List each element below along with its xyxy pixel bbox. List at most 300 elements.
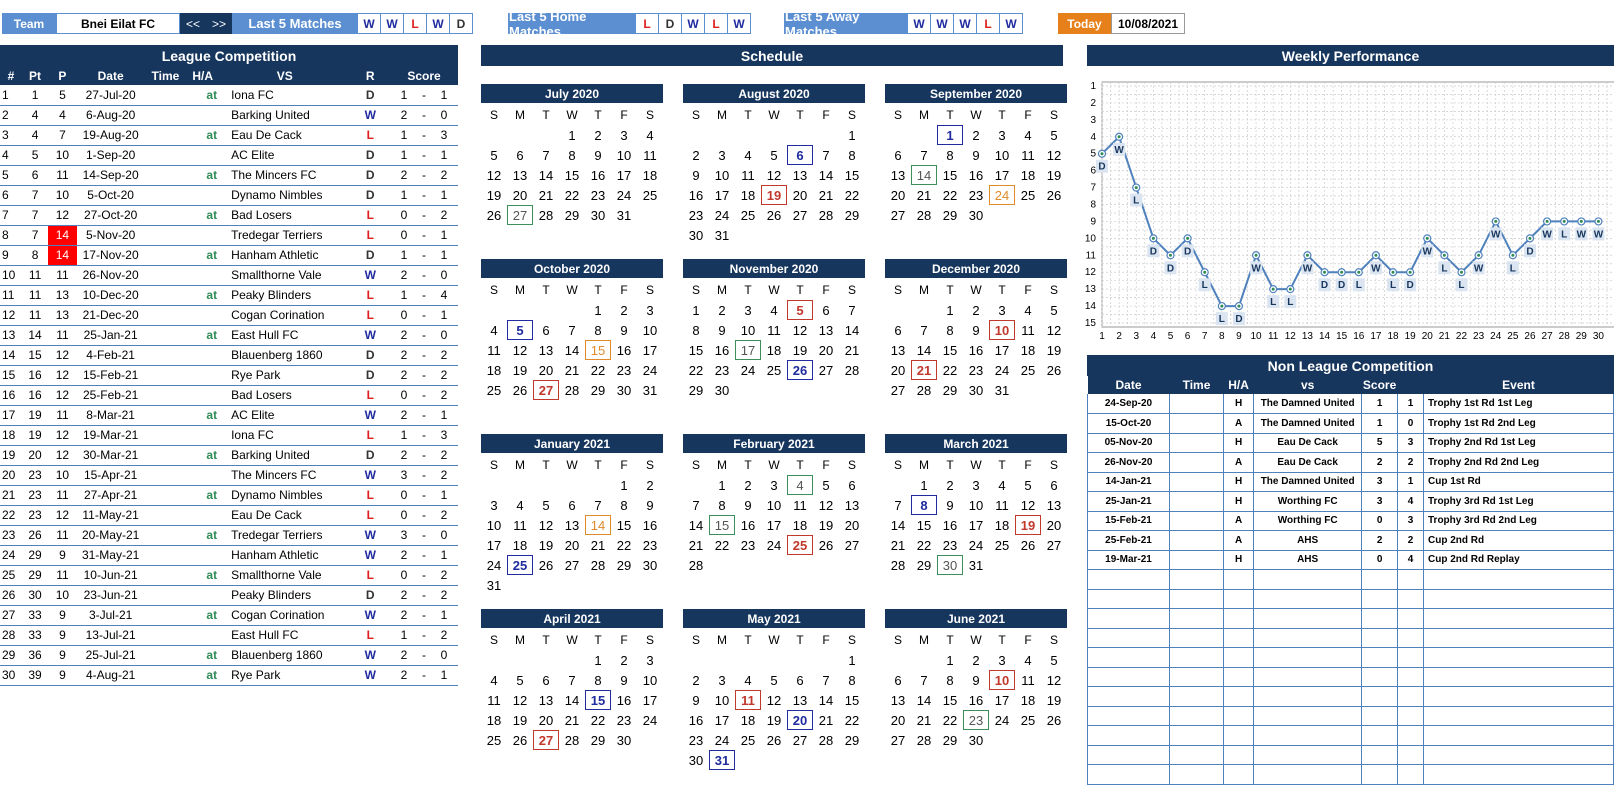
calendar-day[interactable]: 18 bbox=[792, 517, 808, 533]
calendar-day[interactable]: 11 bbox=[767, 322, 781, 338]
calendar-day[interactable]: 29 bbox=[942, 382, 958, 398]
calendar-day[interactable]: 17 bbox=[968, 517, 984, 533]
calendar-day[interactable]: 21 bbox=[538, 187, 554, 203]
calendar-day[interactable]: 13 bbox=[890, 692, 906, 708]
calendar-day[interactable]: 12 bbox=[766, 167, 782, 183]
calendar-day[interactable]: 4 bbox=[744, 147, 752, 163]
calendar-day[interactable]: 24 bbox=[616, 187, 632, 203]
calendar-day[interactable]: 25 bbox=[994, 537, 1010, 553]
calendar-day[interactable]: 17 bbox=[642, 692, 658, 708]
calendar-day[interactable]: 3 bbox=[998, 302, 1006, 318]
calendar-day[interactable]: 1 bbox=[946, 652, 954, 668]
calendar-day[interactable]: 2 bbox=[594, 127, 602, 143]
calendar-day[interactable]: 12 bbox=[1046, 672, 1062, 688]
calendar-day[interactable]: 8 bbox=[594, 672, 602, 688]
calendar-day[interactable]: 26 bbox=[1046, 712, 1062, 728]
calendar-day[interactable]: 8 bbox=[692, 322, 700, 338]
calendar-day[interactable]: 18 bbox=[642, 167, 658, 183]
calendar-day-match[interactable]: 15 bbox=[585, 690, 611, 710]
calendar-day[interactable]: 1 bbox=[848, 127, 856, 143]
calendar-day[interactable]: 27 bbox=[1046, 537, 1062, 553]
calendar-day[interactable]: 13 bbox=[792, 167, 808, 183]
calendar-day[interactable]: 8 bbox=[594, 322, 602, 338]
calendar-day[interactable]: 22 bbox=[916, 537, 932, 553]
calendar-day[interactable]: 27 bbox=[890, 732, 906, 748]
calendar-day[interactable]: 7 bbox=[542, 147, 550, 163]
calendar-day[interactable]: 15 bbox=[844, 692, 860, 708]
calendar-day[interactable]: 13 bbox=[538, 342, 554, 358]
calendar-day[interactable]: 24 bbox=[994, 362, 1010, 378]
calendar-day[interactable]: 18 bbox=[486, 362, 502, 378]
calendar-day[interactable]: 23 bbox=[968, 187, 984, 203]
calendar-day[interactable]: 28 bbox=[688, 557, 704, 573]
calendar-day[interactable]: 4 bbox=[770, 302, 778, 318]
calendar-day[interactable]: 31 bbox=[642, 382, 658, 398]
calendar-day[interactable]: 12 bbox=[792, 322, 808, 338]
calendar-day-match[interactable]: 8 bbox=[911, 495, 937, 515]
calendar-day[interactable]: 1 bbox=[848, 652, 856, 668]
calendar-day[interactable]: 10 bbox=[740, 322, 756, 338]
calendar-day[interactable]: 10 bbox=[766, 497, 782, 513]
calendar-day[interactable]: 7 bbox=[920, 672, 928, 688]
calendar-day-match[interactable]: 24 bbox=[989, 185, 1015, 205]
calendar-day[interactable]: 30 bbox=[590, 207, 606, 223]
calendar-day[interactable]: 15 bbox=[916, 517, 932, 533]
calendar-day[interactable]: 30 bbox=[968, 207, 984, 223]
calendar-day[interactable]: 21 bbox=[590, 537, 606, 553]
calendar-day[interactable]: 5 bbox=[1050, 127, 1058, 143]
calendar-day[interactable]: 21 bbox=[688, 537, 704, 553]
calendar-day[interactable]: 26 bbox=[486, 207, 502, 223]
calendar-day[interactable]: 15 bbox=[616, 517, 632, 533]
calendar-day[interactable]: 30 bbox=[642, 557, 658, 573]
calendar-day[interactable]: 13 bbox=[1046, 497, 1062, 513]
calendar-day[interactable]: 10 bbox=[994, 147, 1010, 163]
calendar-day[interactable]: 2 bbox=[692, 147, 700, 163]
calendar-day[interactable]: 14 bbox=[818, 692, 834, 708]
calendar-day[interactable]: 28 bbox=[916, 732, 932, 748]
calendar-day[interactable]: 7 bbox=[692, 497, 700, 513]
prev-team-button[interactable]: << bbox=[180, 13, 206, 34]
calendar-day[interactable]: 16 bbox=[590, 167, 606, 183]
calendar-day[interactable]: 31 bbox=[994, 382, 1010, 398]
calendar-day[interactable]: 24 bbox=[740, 362, 756, 378]
calendar-day[interactable]: 26 bbox=[1020, 537, 1036, 553]
calendar-day[interactable]: 16 bbox=[688, 712, 704, 728]
calendar-day[interactable]: 30 bbox=[968, 382, 984, 398]
calendar-day[interactable]: 11 bbox=[1021, 322, 1035, 338]
calendar-day[interactable]: 15 bbox=[942, 167, 958, 183]
calendar-day[interactable]: 28 bbox=[916, 382, 932, 398]
calendar-day[interactable]: 26 bbox=[512, 382, 528, 398]
calendar-day[interactable]: 16 bbox=[616, 342, 632, 358]
calendar-day[interactable]: 29 bbox=[942, 207, 958, 223]
calendar-day[interactable]: 20 bbox=[538, 712, 554, 728]
calendar-day[interactable]: 3 bbox=[718, 672, 726, 688]
calendar-day[interactable]: 11 bbox=[643, 147, 657, 163]
calendar-day[interactable]: 22 bbox=[844, 712, 860, 728]
calendar-day[interactable]: 8 bbox=[946, 672, 954, 688]
calendar-day[interactable]: 10 bbox=[642, 672, 658, 688]
calendar-day[interactable]: 24 bbox=[994, 712, 1010, 728]
calendar-day[interactable]: 28 bbox=[590, 557, 606, 573]
calendar-day[interactable]: 3 bbox=[646, 652, 654, 668]
calendar-day[interactable]: 19 bbox=[512, 362, 528, 378]
calendar-day-match[interactable]: 14 bbox=[585, 515, 611, 535]
calendar-day[interactable]: 19 bbox=[792, 342, 808, 358]
calendar-day[interactable]: 4 bbox=[516, 497, 524, 513]
calendar-day[interactable]: 30 bbox=[688, 227, 704, 243]
calendar-day[interactable]: 14 bbox=[916, 692, 932, 708]
calendar-day[interactable]: 16 bbox=[642, 517, 658, 533]
calendar-day[interactable]: 13 bbox=[890, 167, 906, 183]
calendar-day[interactable]: 20 bbox=[890, 362, 906, 378]
calendar-day[interactable]: 30 bbox=[616, 382, 632, 398]
calendar-day-match[interactable]: 1 bbox=[937, 125, 963, 145]
calendar-day[interactable]: 18 bbox=[740, 712, 756, 728]
calendar-day[interactable]: 22 bbox=[590, 712, 606, 728]
calendar-day[interactable]: 5 bbox=[516, 672, 524, 688]
calendar-day[interactable]: 26 bbox=[766, 732, 782, 748]
calendar-day[interactable]: 17 bbox=[714, 712, 730, 728]
calendar-day[interactable]: 2 bbox=[946, 477, 954, 493]
calendar-day-match[interactable]: 10 bbox=[989, 320, 1015, 340]
calendar-day[interactable]: 21 bbox=[844, 342, 860, 358]
calendar-day[interactable]: 27 bbox=[792, 732, 808, 748]
calendar-day[interactable]: 6 bbox=[796, 672, 804, 688]
calendar-day[interactable]: 7 bbox=[568, 322, 576, 338]
calendar-day-match[interactable]: 27 bbox=[507, 205, 533, 225]
calendar-day[interactable]: 29 bbox=[616, 557, 632, 573]
calendar-day[interactable]: 12 bbox=[512, 692, 528, 708]
calendar-day[interactable]: 2 bbox=[718, 302, 726, 318]
calendar-day[interactable]: 28 bbox=[916, 207, 932, 223]
calendar-day[interactable]: 12 bbox=[818, 497, 834, 513]
calendar-day[interactable]: 6 bbox=[542, 672, 550, 688]
calendar-day-match[interactable]: 5 bbox=[787, 300, 813, 320]
calendar-day[interactable]: 5 bbox=[770, 147, 778, 163]
calendar-day[interactable]: 5 bbox=[822, 477, 830, 493]
calendar-day[interactable]: 13 bbox=[538, 692, 554, 708]
calendar-day[interactable]: 5 bbox=[1024, 477, 1032, 493]
team-select[interactable]: Bnei Eilat FC bbox=[56, 13, 180, 34]
calendar-day[interactable]: 17 bbox=[766, 517, 782, 533]
calendar-day-match[interactable]: 17 bbox=[735, 340, 761, 360]
calendar-day[interactable]: 29 bbox=[942, 732, 958, 748]
calendar-day[interactable]: 2 bbox=[646, 477, 654, 493]
calendar-day[interactable]: 28 bbox=[890, 557, 906, 573]
calendar-day-match[interactable]: 5 bbox=[507, 320, 533, 340]
calendar-day[interactable]: 20 bbox=[792, 187, 808, 203]
calendar-day[interactable]: 26 bbox=[538, 557, 554, 573]
calendar-day[interactable]: 23 bbox=[616, 712, 632, 728]
calendar-day[interactable]: 23 bbox=[616, 362, 632, 378]
calendar-day[interactable]: 3 bbox=[620, 127, 628, 143]
calendar-day[interactable]: 29 bbox=[590, 382, 606, 398]
calendar-day-match[interactable]: 15 bbox=[585, 340, 611, 360]
calendar-day[interactable]: 9 bbox=[946, 497, 954, 513]
calendar-day[interactable]: 15 bbox=[688, 342, 704, 358]
calendar-day[interactable]: 14 bbox=[916, 342, 932, 358]
calendar-day[interactable]: 4 bbox=[998, 477, 1006, 493]
calendar-day[interactable]: 29 bbox=[688, 382, 704, 398]
calendar-day[interactable]: 3 bbox=[490, 497, 498, 513]
calendar-day[interactable]: 21 bbox=[818, 712, 834, 728]
calendar-day[interactable]: 31 bbox=[714, 227, 730, 243]
calendar-day[interactable]: 23 bbox=[968, 362, 984, 378]
calendar-day[interactable]: 27 bbox=[792, 207, 808, 223]
calendar-day[interactable]: 19 bbox=[486, 187, 502, 203]
calendar-day[interactable]: 28 bbox=[564, 382, 580, 398]
calendar-day[interactable]: 24 bbox=[642, 362, 658, 378]
calendar-day[interactable]: 10 bbox=[486, 517, 502, 533]
calendar-day[interactable]: 19 bbox=[512, 712, 528, 728]
calendar-day[interactable]: 6 bbox=[848, 477, 856, 493]
calendar-day[interactable]: 2 bbox=[620, 652, 628, 668]
calendar-day[interactable]: 2 bbox=[972, 302, 980, 318]
calendar-day[interactable]: 23 bbox=[740, 537, 756, 553]
calendar-day-match[interactable]: 23 bbox=[963, 710, 989, 730]
calendar-day[interactable]: 16 bbox=[714, 342, 730, 358]
calendar-day[interactable]: 10 bbox=[968, 497, 984, 513]
calendar-day[interactable]: 4 bbox=[1024, 652, 1032, 668]
calendar-day[interactable]: 22 bbox=[688, 362, 704, 378]
calendar-day[interactable]: 20 bbox=[818, 342, 834, 358]
calendar-day[interactable]: 20 bbox=[538, 362, 554, 378]
calendar-day[interactable]: 4 bbox=[646, 127, 654, 143]
calendar-day[interactable]: 27 bbox=[844, 537, 860, 553]
calendar-day[interactable]: 22 bbox=[844, 187, 860, 203]
calendar-day[interactable]: 10 bbox=[714, 692, 730, 708]
calendar-day[interactable]: 27 bbox=[890, 207, 906, 223]
calendar-day[interactable]: 10 bbox=[714, 167, 730, 183]
calendar-day[interactable]: 11 bbox=[487, 342, 501, 358]
calendar-day[interactable]: 5 bbox=[490, 147, 498, 163]
calendar-day[interactable]: 20 bbox=[564, 537, 580, 553]
calendar-day[interactable]: 28 bbox=[818, 732, 834, 748]
calendar-day-match[interactable]: 30 bbox=[937, 555, 963, 575]
calendar-day[interactable]: 25 bbox=[740, 207, 756, 223]
calendar-day-match[interactable]: 20 bbox=[787, 710, 813, 730]
calendar-day[interactable]: 26 bbox=[1046, 362, 1062, 378]
calendar-day[interactable]: 13 bbox=[512, 167, 528, 183]
calendar-day[interactable]: 16 bbox=[968, 167, 984, 183]
calendar-day[interactable]: 30 bbox=[968, 732, 984, 748]
calendar-day[interactable]: 25 bbox=[1020, 362, 1036, 378]
calendar-day[interactable]: 29 bbox=[844, 207, 860, 223]
calendar-day[interactable]: 16 bbox=[968, 692, 984, 708]
calendar-day[interactable]: 1 bbox=[920, 477, 928, 493]
calendar-day[interactable]: 14 bbox=[538, 167, 554, 183]
calendar-day[interactable]: 13 bbox=[818, 322, 834, 338]
calendar-day[interactable]: 7 bbox=[920, 322, 928, 338]
calendar-day-match[interactable]: 11 bbox=[735, 690, 761, 710]
calendar-day[interactable]: 1 bbox=[594, 302, 602, 318]
calendar-day[interactable]: 25 bbox=[1020, 712, 1036, 728]
calendar-day[interactable]: 11 bbox=[513, 517, 527, 533]
calendar-day[interactable]: 28 bbox=[538, 207, 554, 223]
calendar-day[interactable]: 12 bbox=[1020, 497, 1036, 513]
calendar-day[interactable]: 2 bbox=[620, 302, 628, 318]
calendar-day-match[interactable]: 15 bbox=[709, 515, 735, 535]
calendar-day[interactable]: 20 bbox=[844, 517, 860, 533]
calendar-day[interactable]: 2 bbox=[744, 477, 752, 493]
calendar-day[interactable]: 14 bbox=[688, 517, 704, 533]
calendar-day[interactable]: 13 bbox=[890, 342, 906, 358]
calendar-day[interactable]: 22 bbox=[942, 187, 958, 203]
calendar-day[interactable]: 3 bbox=[744, 302, 752, 318]
calendar-day[interactable]: 4 bbox=[744, 672, 752, 688]
calendar-day[interactable]: 7 bbox=[894, 497, 902, 513]
calendar-day[interactable]: 12 bbox=[512, 342, 528, 358]
calendar-day[interactable]: 3 bbox=[998, 127, 1006, 143]
calendar-day[interactable]: 25 bbox=[1020, 187, 1036, 203]
calendar-day[interactable]: 13 bbox=[844, 497, 860, 513]
calendar-day[interactable]: 9 bbox=[972, 322, 980, 338]
calendar-day[interactable]: 10 bbox=[616, 147, 632, 163]
calendar-day[interactable]: 25 bbox=[740, 732, 756, 748]
calendar-day[interactable]: 15 bbox=[844, 167, 860, 183]
calendar-day[interactable]: 8 bbox=[848, 147, 856, 163]
calendar-day[interactable]: 22 bbox=[616, 537, 632, 553]
calendar-day[interactable]: 8 bbox=[620, 497, 628, 513]
calendar-day[interactable]: 7 bbox=[848, 302, 856, 318]
calendar-day[interactable]: 24 bbox=[766, 537, 782, 553]
calendar-day[interactable]: 1 bbox=[946, 302, 954, 318]
calendar-day[interactable]: 9 bbox=[620, 672, 628, 688]
calendar-day-match[interactable]: 27 bbox=[533, 730, 559, 750]
calendar-day[interactable]: 11 bbox=[1021, 672, 1035, 688]
calendar-day[interactable]: 17 bbox=[994, 342, 1010, 358]
calendar-day[interactable]: 8 bbox=[946, 322, 954, 338]
calendar-day[interactable]: 29 bbox=[916, 557, 932, 573]
calendar-day[interactable]: 17 bbox=[714, 187, 730, 203]
calendar-day[interactable]: 18 bbox=[1020, 167, 1036, 183]
calendar-day[interactable]: 21 bbox=[890, 537, 906, 553]
calendar-day[interactable]: 18 bbox=[486, 712, 502, 728]
calendar-day[interactable]: 4 bbox=[1024, 302, 1032, 318]
calendar-day[interactable]: 15 bbox=[942, 692, 958, 708]
calendar-day[interactable]: 11 bbox=[487, 692, 501, 708]
calendar-day[interactable]: 14 bbox=[564, 692, 580, 708]
calendar-day[interactable]: 19 bbox=[1046, 167, 1062, 183]
calendar-day[interactable]: 4 bbox=[1024, 127, 1032, 143]
calendar-day[interactable]: 2 bbox=[972, 127, 980, 143]
calendar-day[interactable]: 1 bbox=[594, 652, 602, 668]
calendar-day[interactable]: 24 bbox=[642, 712, 658, 728]
calendar-day[interactable]: 28 bbox=[564, 732, 580, 748]
calendar-day[interactable]: 31 bbox=[968, 557, 984, 573]
calendar-day[interactable]: 9 bbox=[972, 672, 980, 688]
calendar-day[interactable]: 9 bbox=[692, 692, 700, 708]
calendar-day[interactable]: 12 bbox=[486, 167, 502, 183]
calendar-day-match[interactable]: 31 bbox=[709, 750, 735, 770]
calendar-day[interactable]: 6 bbox=[894, 322, 902, 338]
calendar-day[interactable]: 21 bbox=[564, 362, 580, 378]
calendar-day[interactable]: 26 bbox=[1046, 187, 1062, 203]
calendar-day[interactable]: 3 bbox=[770, 477, 778, 493]
calendar-day[interactable]: 14 bbox=[818, 167, 834, 183]
calendar-day[interactable]: 28 bbox=[844, 362, 860, 378]
calendar-day-match[interactable]: 14 bbox=[911, 165, 937, 185]
calendar-day[interactable]: 7 bbox=[594, 497, 602, 513]
calendar-day[interactable]: 4 bbox=[490, 322, 498, 338]
calendar-day[interactable]: 21 bbox=[818, 187, 834, 203]
calendar-day[interactable]: 23 bbox=[942, 537, 958, 553]
calendar-day[interactable]: 6 bbox=[568, 497, 576, 513]
calendar-day[interactable]: 17 bbox=[994, 167, 1010, 183]
calendar-day[interactable]: 22 bbox=[942, 362, 958, 378]
calendar-day[interactable]: 25 bbox=[486, 732, 502, 748]
calendar-day[interactable]: 15 bbox=[942, 342, 958, 358]
calendar-day[interactable]: 5 bbox=[542, 497, 550, 513]
calendar-day[interactable]: 19 bbox=[538, 537, 554, 553]
calendar-day[interactable]: 18 bbox=[1020, 342, 1036, 358]
calendar-day[interactable]: 25 bbox=[642, 187, 658, 203]
calendar-day[interactable]: 11 bbox=[741, 167, 755, 183]
calendar-day[interactable]: 5 bbox=[1050, 652, 1058, 668]
calendar-day[interactable]: 23 bbox=[714, 362, 730, 378]
calendar-day[interactable]: 11 bbox=[793, 497, 807, 513]
calendar-day[interactable]: 16 bbox=[688, 187, 704, 203]
calendar-day[interactable]: 9 bbox=[620, 322, 628, 338]
calendar-day[interactable]: 31 bbox=[486, 577, 502, 593]
calendar-day[interactable]: 4 bbox=[490, 672, 498, 688]
calendar-day[interactable]: 24 bbox=[486, 557, 502, 573]
calendar-day[interactable]: 7 bbox=[822, 147, 830, 163]
calendar-day[interactable]: 20 bbox=[890, 187, 906, 203]
calendar-day-match[interactable]: 10 bbox=[989, 670, 1015, 690]
calendar-day[interactable]: 14 bbox=[564, 342, 580, 358]
calendar-day[interactable]: 6 bbox=[894, 147, 902, 163]
calendar-day-match[interactable]: 25 bbox=[507, 555, 533, 575]
calendar-day[interactable]: 12 bbox=[766, 692, 782, 708]
calendar-day[interactable]: 9 bbox=[692, 167, 700, 183]
calendar-day[interactable]: 12 bbox=[538, 517, 554, 533]
calendar-day[interactable]: 17 bbox=[616, 167, 632, 183]
calendar-day[interactable]: 29 bbox=[564, 207, 580, 223]
calendar-day[interactable]: 3 bbox=[646, 302, 654, 318]
calendar-day[interactable]: 9 bbox=[744, 497, 752, 513]
calendar-day[interactable]: 27 bbox=[818, 362, 834, 378]
calendar-day[interactable]: 29 bbox=[590, 732, 606, 748]
calendar-day[interactable]: 13 bbox=[564, 517, 580, 533]
calendar-day[interactable]: 27 bbox=[890, 382, 906, 398]
calendar-day[interactable]: 28 bbox=[818, 207, 834, 223]
calendar-day[interactable]: 9 bbox=[718, 322, 726, 338]
calendar-day[interactable]: 1 bbox=[620, 477, 628, 493]
calendar-day[interactable]: 16 bbox=[616, 692, 632, 708]
calendar-day[interactable]: 6 bbox=[822, 302, 830, 318]
calendar-day[interactable]: 19 bbox=[766, 712, 782, 728]
calendar-day[interactable]: 29 bbox=[844, 732, 860, 748]
calendar-day[interactable]: 24 bbox=[714, 207, 730, 223]
calendar-day[interactable]: 5 bbox=[1050, 302, 1058, 318]
calendar-day[interactable]: 24 bbox=[968, 537, 984, 553]
calendar-day[interactable]: 26 bbox=[818, 537, 834, 553]
calendar-day[interactable]: 16 bbox=[942, 517, 958, 533]
calendar-day[interactable]: 16 bbox=[740, 517, 756, 533]
calendar-day[interactable]: 18 bbox=[1020, 692, 1036, 708]
calendar-day[interactable]: 22 bbox=[942, 712, 958, 728]
calendar-day[interactable]: 17 bbox=[994, 692, 1010, 708]
calendar-day-match[interactable]: 19 bbox=[761, 185, 787, 205]
calendar-day[interactable]: 19 bbox=[1046, 692, 1062, 708]
calendar-day[interactable]: 2 bbox=[972, 652, 980, 668]
calendar-day[interactable]: 9 bbox=[972, 147, 980, 163]
calendar-day[interactable]: 7 bbox=[822, 672, 830, 688]
calendar-day[interactable]: 12 bbox=[1046, 322, 1062, 338]
